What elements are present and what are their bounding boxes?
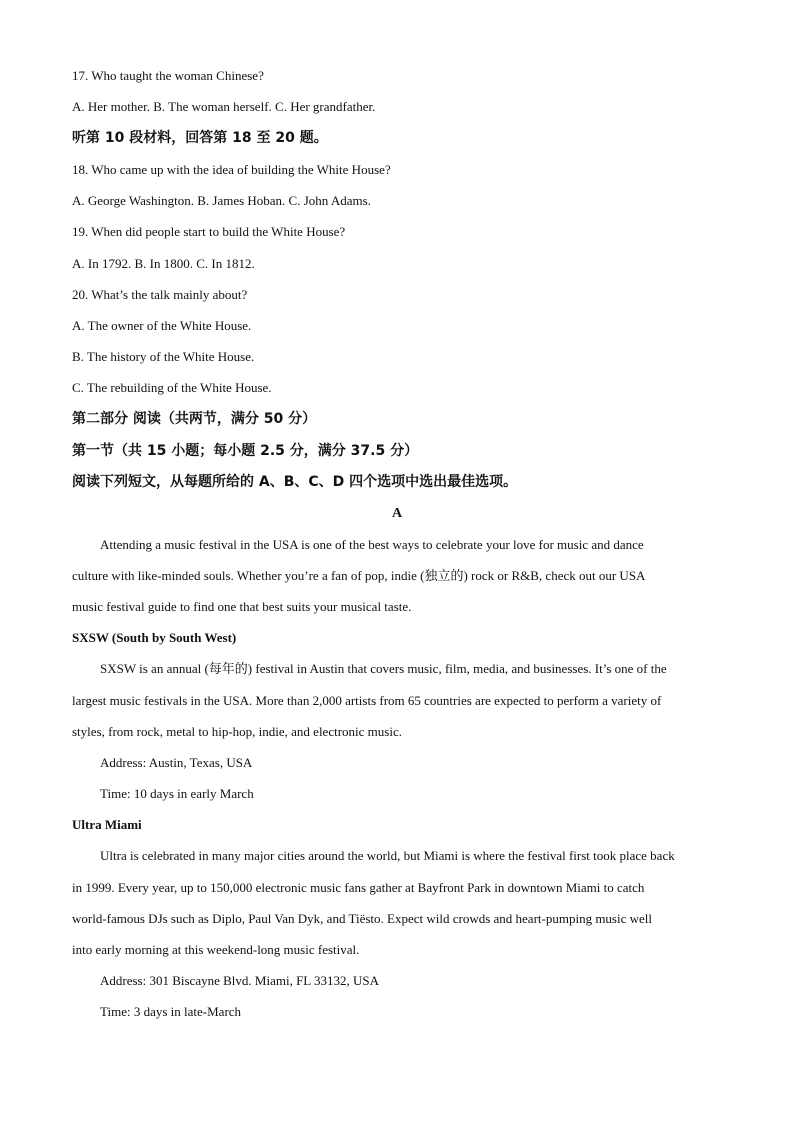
sxsw-body-line: styles, from rock, metal to hip-hop, indie, and electronic music. [72,724,402,739]
ultra-heading: Ultra Miami [72,817,142,832]
question-17-options: A. Her mother. B. The woman herself. C. Her grandfather. [72,99,376,114]
sxsw-heading: SXSW (South by South West) [72,630,237,645]
intro-line: music festival guide to find one that best suits your musical taste. [72,599,412,614]
reading-instruction: 阅读下列短文，从每题所给的 A、B、C、D 四个选项中选出最佳选项。 [72,474,518,490]
ultra-address: Address: 301 Biscayne Blvd. Miami, FL 33132, USA [100,973,380,988]
passage-label: A [391,506,403,521]
section-10-heading: 听第 10 段材料，回答第 18 至 20 题。 [72,130,328,146]
question-18: 18. Who came up with the idea of building the White House? [72,162,391,177]
ultra-body-line: world-famous DJs such as Diplo, Paul Van Dyk, and Tiësto. Expect wild crowds and heart-pumping music well [72,911,652,926]
ultra-body-line: Ultra is celebrated in many major cities around the world, but Miami is where the festival first took place back [100,848,675,863]
section-one-title: 第一节（共 15 小题；每小题 2.5 分，满分 37.5 分） [72,443,419,459]
question-20-option-b: B. The history of the White House. [72,349,255,364]
intro-line: Attending a music festival in the USA is one of the best ways to celebrate your love for music and dance [100,537,644,552]
part-two-title: 第二部分 阅读（共两节，满分 50 分） [72,411,317,427]
question-19-options: A. In 1792. B. In 1800. C. In 1812. [72,256,255,271]
ultra-body-line: into early morning at this weekend-long music festival. [72,942,360,957]
ultra-body-line: in 1999. Every year, up to 150,000 electronic music fans gather at Bayfront Park in downtown Miami to catch [72,880,645,895]
ultra-time: Time: 3 days in late-March [100,1004,242,1019]
sxsw-address: Address: Austin, Texas, USA [100,755,253,770]
question-18-options: A. George Washington. B. James Hoban. C. John Adams. [72,193,371,208]
intro-line: culture with like-minded souls. Whether you’re a fan of pop, indie (独立的) rock or R&B, check out our USA [72,568,646,583]
sxsw-body-line: SXSW is an annual (每年的) festival in Austin that covers music, film, media, and businesses. It’s one of the [100,661,667,676]
question-20: 20. What’s the talk mainly about? [72,287,248,302]
question-20-option-a: A. The owner of the White House. [72,318,252,333]
sxsw-time: Time: 10 days in early March [100,786,254,801]
sxsw-body-line: largest music festivals in the USA. More than 2,000 artists from 65 countries are expected to perform a variety of [72,693,662,708]
question-17: 17. Who taught the woman Chinese? [72,68,264,83]
question-19: 19. When did people start to build the White House? [72,224,346,239]
question-20-option-c: C. The rebuilding of the White House. [72,380,272,395]
